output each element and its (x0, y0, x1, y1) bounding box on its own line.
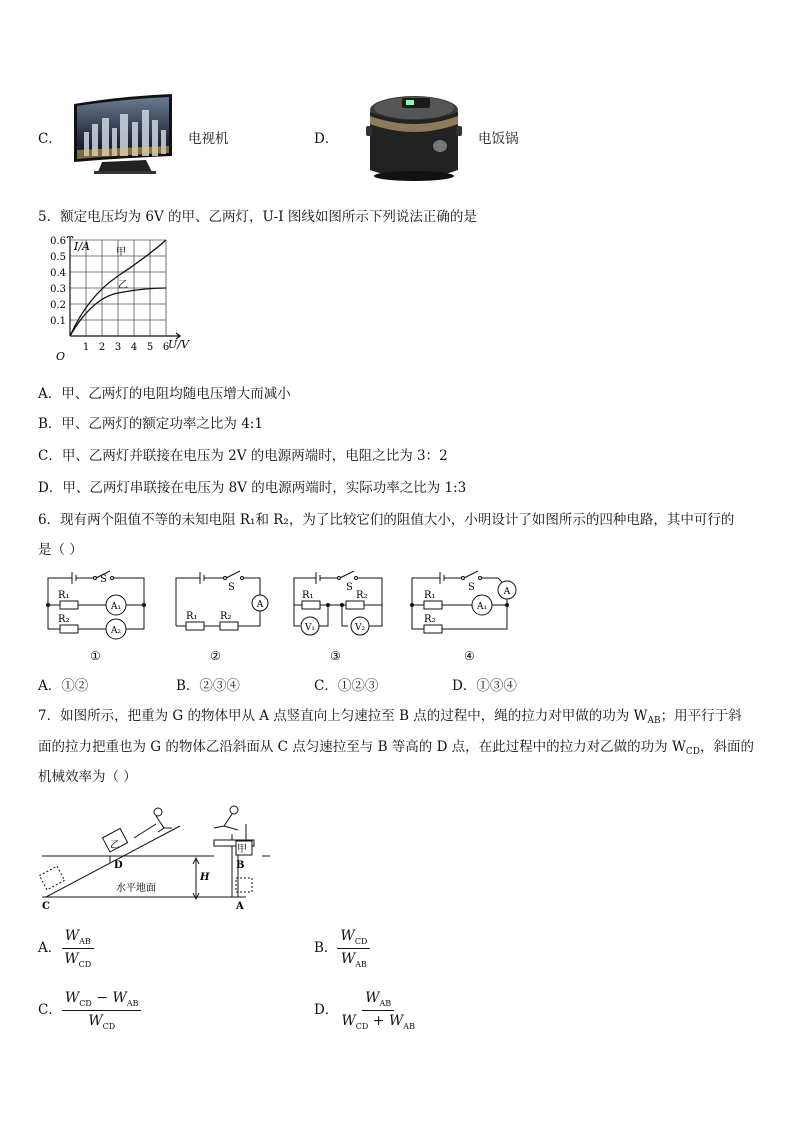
x-tick: 5 (146, 342, 154, 353)
fraction: $\frac{W_{CD}}{W_{AB}}$ (337, 928, 370, 969)
label-yi: 乙 (118, 280, 128, 291)
label-jia: 甲 (237, 844, 247, 855)
option-d-text: 电饭锅 (478, 131, 519, 147)
circuit-2 (172, 568, 272, 668)
r1-label: R₁ (424, 590, 436, 601)
rice-cooker-image (362, 86, 466, 190)
tv-image (72, 92, 174, 176)
label-B: B (236, 860, 245, 871)
y-axis-label: I/A (74, 240, 90, 253)
x-tick: 3 (114, 342, 122, 353)
r2-label: R₂ (356, 590, 368, 601)
circuit-number: ④ (464, 649, 475, 663)
x-tick: 4 (130, 342, 138, 353)
switch-label: S (468, 582, 475, 593)
label-yi: 乙 (110, 840, 120, 851)
x-tick: 1 (82, 342, 90, 353)
y-tick: 0.4 (50, 268, 66, 279)
label-jia: 甲 (116, 247, 126, 258)
option-d-label: D． (314, 131, 339, 147)
q6-stem-line1: 6．现有两个阻值不等的未知电阻 R₁和 R₂，为了比较它们的阻值大小，小明设计了如图所示的四种电路，其中可行的 (38, 512, 735, 528)
y-tick: 0.2 (50, 300, 66, 311)
incline-figure (38, 800, 270, 910)
q6-option-b: B．②③④ (176, 678, 240, 694)
meter-label: A₁ (110, 602, 122, 612)
label-C: C (42, 901, 50, 910)
option-c-label: C． (38, 131, 62, 147)
option-c-text: 电视机 (188, 131, 229, 147)
q7-option-a: A． $\frac{W_{AB}}{W_{CD}}$ (38, 928, 94, 969)
meter-label: A₁ (476, 602, 488, 612)
r2-label: R₂ (58, 614, 70, 625)
y-tick: 0.5 (50, 252, 66, 263)
circuit-4 (408, 568, 528, 668)
meter-label: A (503, 587, 511, 597)
meter-label: A (256, 600, 264, 610)
meter-label: V₁ (304, 623, 316, 633)
switch-label: S (228, 582, 235, 593)
circuit-3 (290, 568, 390, 668)
x-axis-label: U/V (168, 338, 189, 351)
x-tick: 2 (98, 342, 106, 353)
r1-label: R₁ (302, 590, 314, 601)
q5-stem: 5．额定电压均为 6V 的甲、乙两灯，U-I 图线如图所示下列说法正确的是 (38, 209, 477, 225)
r2-label: R₂ (220, 611, 232, 622)
r2-label: R₂ (424, 614, 436, 625)
block-yi-start (39, 866, 64, 890)
q6-option-c: C．①②③ (314, 678, 379, 694)
circuit-number: ② (210, 649, 221, 663)
r1-label: R₁ (186, 611, 198, 622)
q7-option-b: B． $\frac{W_{CD}}{W_{AB}}$ (314, 928, 370, 969)
q6-option-a: A．①② (38, 678, 89, 694)
meter-label: V₂ (354, 623, 366, 633)
label-D: D (114, 860, 123, 871)
r1-label: R₁ (58, 590, 70, 601)
label-A: A (236, 901, 244, 910)
origin-label: O (56, 350, 66, 363)
ground-label: 水平地面 (116, 883, 156, 894)
y-tick: 0.3 (50, 284, 66, 295)
fraction: $\frac{W_{AB}}{W_{CD}}$ (61, 928, 94, 969)
circuit-1 (44, 568, 154, 668)
q6-option-d: D．①③④ (452, 678, 517, 694)
switch-label: S (346, 582, 353, 593)
q7-option-c: C． $\frac{W_{CD} - W_{AB}}{W_{CD}}$ (38, 990, 141, 1031)
switch-label: S (100, 574, 107, 585)
q7-option-d: D． $\frac{W_{AB}}{W_{CD} + W_{AB}}$ (314, 990, 418, 1031)
circuit-number: ③ (330, 649, 341, 663)
q5-option-b: B．甲、乙两灯的额定功率之比为 4:1 (38, 416, 263, 432)
ui-graph (40, 236, 200, 368)
circuit-number: ① (90, 649, 101, 663)
q7-line1: 7．如图所示，把重为 G 的物体甲从 A 点竖直向上匀速拉至 B 点的过程中，绳的拉力对甲做的功为 $W_{AB}$；用平行于斜 (38, 708, 742, 726)
q7-line3: 机械效率为（ ） (38, 769, 137, 785)
x-tick: 6 (162, 342, 170, 353)
meter-label: A₂ (110, 626, 122, 636)
fraction: $\frac{W_{AB}}{W_{CD} + W_{AB}}$ (341, 990, 415, 1031)
q5-option-a: A．甲、乙两灯的电阻均随电压增大而减小 (38, 386, 291, 402)
fraction: $\frac{W_{CD} - W_{AB}}{W_{CD}}$ (62, 990, 142, 1031)
q5-option-c: C．甲、乙两灯并联接在电压为 2V 的电源两端时，电阻之比为 3：2 (38, 448, 448, 464)
q5-option-d: D．甲、乙两灯串联接在电压为 8V 的电源两端时，实际功率之比为 1:3 (38, 480, 467, 496)
y-tick: 0.1 (50, 316, 66, 327)
q6-stem-line2: 是（ ） (38, 542, 83, 558)
y-tick: 0.6 (50, 236, 66, 247)
q7-line2: 面的拉力把重也为 G 的物体乙沿斜面从 C 点匀速拉至与 B 等高的 D 点，在此过程中的拉力对乙做的功为 $W_{CD}$，斜面的 (38, 739, 754, 757)
label-H: H (200, 872, 210, 883)
